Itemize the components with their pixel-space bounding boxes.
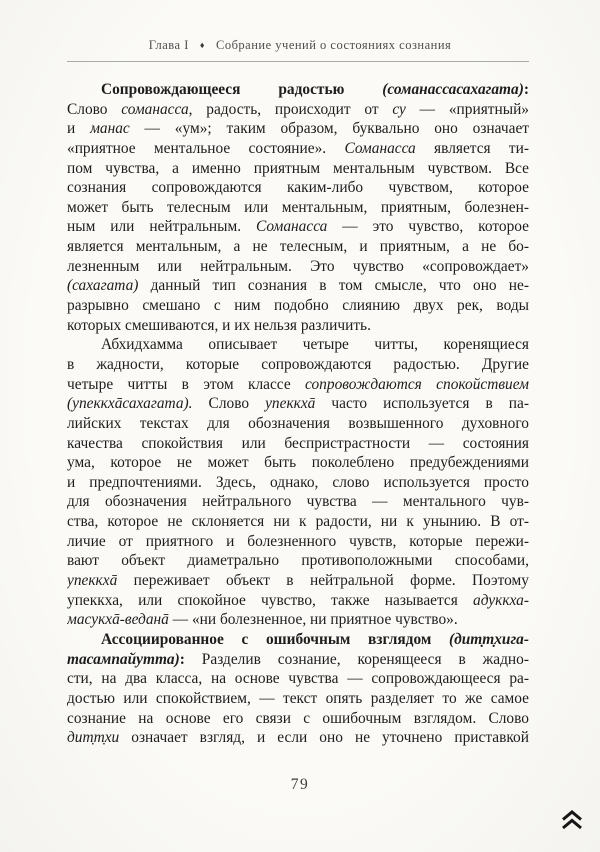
text-line bbox=[67, 728, 529, 748]
text-line bbox=[67, 237, 529, 257]
text-line bbox=[67, 355, 529, 375]
text-line bbox=[67, 591, 529, 611]
text-segment: — «приятный» bbox=[405, 100, 529, 118]
text-line bbox=[67, 532, 529, 552]
header-rule bbox=[67, 61, 529, 62]
text-segment: которых смешиваются, и их нельзя различить. bbox=[67, 316, 371, 334]
text-line bbox=[67, 512, 529, 532]
text-segment: лезненным или нейтральным. Это чувство «сопровождает» bbox=[67, 257, 529, 275]
text-segment: (дит̣т̣хига- bbox=[448, 630, 529, 648]
page-text bbox=[67, 80, 529, 748]
text-segment: может быть телесным или ментальным, приятным, болезнен- bbox=[67, 198, 529, 216]
text-line bbox=[67, 394, 529, 414]
chapter-label: Глава I bbox=[148, 38, 189, 52]
text-segment: качества спокойствия или беспристрастности — состояния bbox=[67, 434, 529, 452]
text-segment: означает взгляд, и если оно не уточнено приставкой bbox=[119, 729, 529, 747]
text-line bbox=[67, 551, 529, 571]
text-line bbox=[67, 650, 529, 670]
text-segment: разрывно смешано с ним подобно слиянию двух рек, воды bbox=[67, 297, 529, 315]
text-segment: данный тип сознания в том смысле, что оно не- bbox=[138, 277, 529, 295]
text-segment: упеккхā bbox=[265, 395, 316, 413]
text-line bbox=[67, 178, 529, 198]
text-segment: четыре читты в этом классе bbox=[67, 375, 306, 393]
text-segment: — «ум»; таким образом, буквально оно означает bbox=[129, 120, 529, 138]
text-segment: в жадности, которые сопровождаются радостью. Другие bbox=[67, 355, 529, 373]
text-line bbox=[67, 492, 529, 512]
scroll-to-top-button[interactable] bbox=[558, 806, 590, 834]
text-segment: достью или спокойствием, — текст опять разделяет то же самое bbox=[67, 689, 529, 707]
text-line bbox=[67, 473, 529, 493]
text-segment: вают объект диаметрально противоположными способами, bbox=[67, 552, 529, 570]
text-segment: «приятное ментальное состояние». bbox=[67, 139, 345, 157]
text-segment: личие от приятного и болезненного чувств, которые пережи- bbox=[67, 532, 529, 550]
text-line bbox=[67, 709, 529, 729]
text-segment: — «ни болезненное, ни приятное чувство». bbox=[168, 611, 458, 629]
text-segment: Соманасса bbox=[256, 218, 328, 236]
text-line bbox=[67, 198, 529, 218]
text-line bbox=[67, 119, 529, 139]
text-segment: упеккхā bbox=[67, 572, 118, 590]
text-segment: сознание на основе его связи с ошибочным взглядом. Слово bbox=[67, 709, 529, 727]
text-segment: упеккха, или спокойное чувство, также называется bbox=[67, 591, 474, 609]
text-segment: является ментальным, а не телесным, и приятным, а не бо- bbox=[67, 238, 529, 256]
text-segment: пом чувства, а именно приятным ментальным чувством. Все bbox=[67, 159, 529, 177]
text-segment: является ти- bbox=[415, 139, 529, 157]
text-segment: и bbox=[67, 120, 91, 138]
text-segment: соманасса bbox=[121, 100, 189, 118]
text-segment: переживает объект в нейтральной форме. Поэтому bbox=[117, 572, 529, 590]
text-segment: , радость, происходит от bbox=[188, 100, 393, 118]
text-line bbox=[67, 610, 529, 630]
text-line bbox=[67, 159, 529, 179]
page-number: 79 bbox=[290, 776, 310, 793]
text-line bbox=[67, 80, 529, 100]
text-segment: : bbox=[523, 81, 529, 98]
text-line bbox=[67, 276, 529, 296]
text-segment: сти, на два класса, на основе чувства — сопровождающееся ра- bbox=[67, 670, 529, 688]
text-segment: Слово bbox=[67, 100, 122, 118]
diamond-separator-icon: ♦ bbox=[199, 40, 205, 50]
text-segment: ума, которое не может быть поколеблено предубеждениями bbox=[67, 454, 529, 472]
chapter-title: Собрание учений о состояниях сознания bbox=[215, 38, 452, 52]
text-segment: : bbox=[179, 650, 185, 668]
text-segment: су bbox=[392, 100, 406, 118]
text-line bbox=[67, 257, 529, 277]
text-segment: дит̣т̣хи bbox=[67, 729, 120, 747]
text-segment: часто используется в па- bbox=[315, 395, 529, 413]
text-segment: Сопровождающееся радостью bbox=[101, 81, 383, 98]
text-segment: для обозначения нейтрального чувства — ментального чув- bbox=[67, 493, 529, 511]
running-header bbox=[0, 38, 600, 53]
text-line bbox=[67, 217, 529, 237]
text-line bbox=[67, 335, 529, 355]
text-line bbox=[67, 669, 529, 689]
text-segment: адуккха- bbox=[473, 591, 529, 609]
text-segment: лийских текстах для обозначения возвышенного духовного bbox=[67, 414, 529, 432]
text-segment: и предпочтениями. Здесь, однако, слово используется просто bbox=[67, 473, 529, 491]
text-segment: ства, которое не склоняется ни к радости, ни к унынию. В от- bbox=[67, 513, 529, 531]
text-line bbox=[67, 453, 529, 473]
text-line bbox=[67, 139, 529, 159]
text-line bbox=[67, 375, 529, 395]
text-line bbox=[67, 689, 529, 709]
text-segment: сознания сопровождаются каким-либо чувством, которое bbox=[67, 179, 529, 197]
text-line bbox=[67, 630, 529, 650]
text-segment: Соманасса bbox=[344, 139, 416, 157]
text-segment: манас bbox=[90, 120, 130, 138]
text-segment: Ассоциированное с ошибочным взглядом bbox=[101, 630, 449, 648]
text-segment: Абхидхамма описывает четыре читты, коренящиеся bbox=[101, 336, 529, 354]
text-segment: тасампайутта) bbox=[67, 650, 180, 668]
text-line bbox=[67, 571, 529, 591]
double-chevron-up-icon bbox=[560, 809, 584, 831]
text-segment: сопровождаются спокойствием bbox=[305, 375, 529, 393]
text-segment: (сахагата) bbox=[67, 277, 139, 295]
text-line bbox=[67, 316, 529, 336]
text-segment: масукхā-веданā bbox=[67, 611, 169, 629]
text-line bbox=[67, 100, 529, 120]
text-segment: ным или нейтральным. bbox=[67, 218, 257, 236]
text-line bbox=[67, 414, 529, 434]
text-segment: — это чувство, которое bbox=[327, 218, 529, 236]
text-line bbox=[67, 296, 529, 316]
text-segment: (соманассасахагата) bbox=[382, 81, 524, 98]
text-segment: Слово bbox=[192, 395, 266, 413]
text-line bbox=[67, 434, 529, 454]
text-segment: Разделив сознание, коренящееся в жадно- bbox=[184, 650, 529, 668]
text-segment: (упеккхāсахагата). bbox=[67, 395, 193, 413]
